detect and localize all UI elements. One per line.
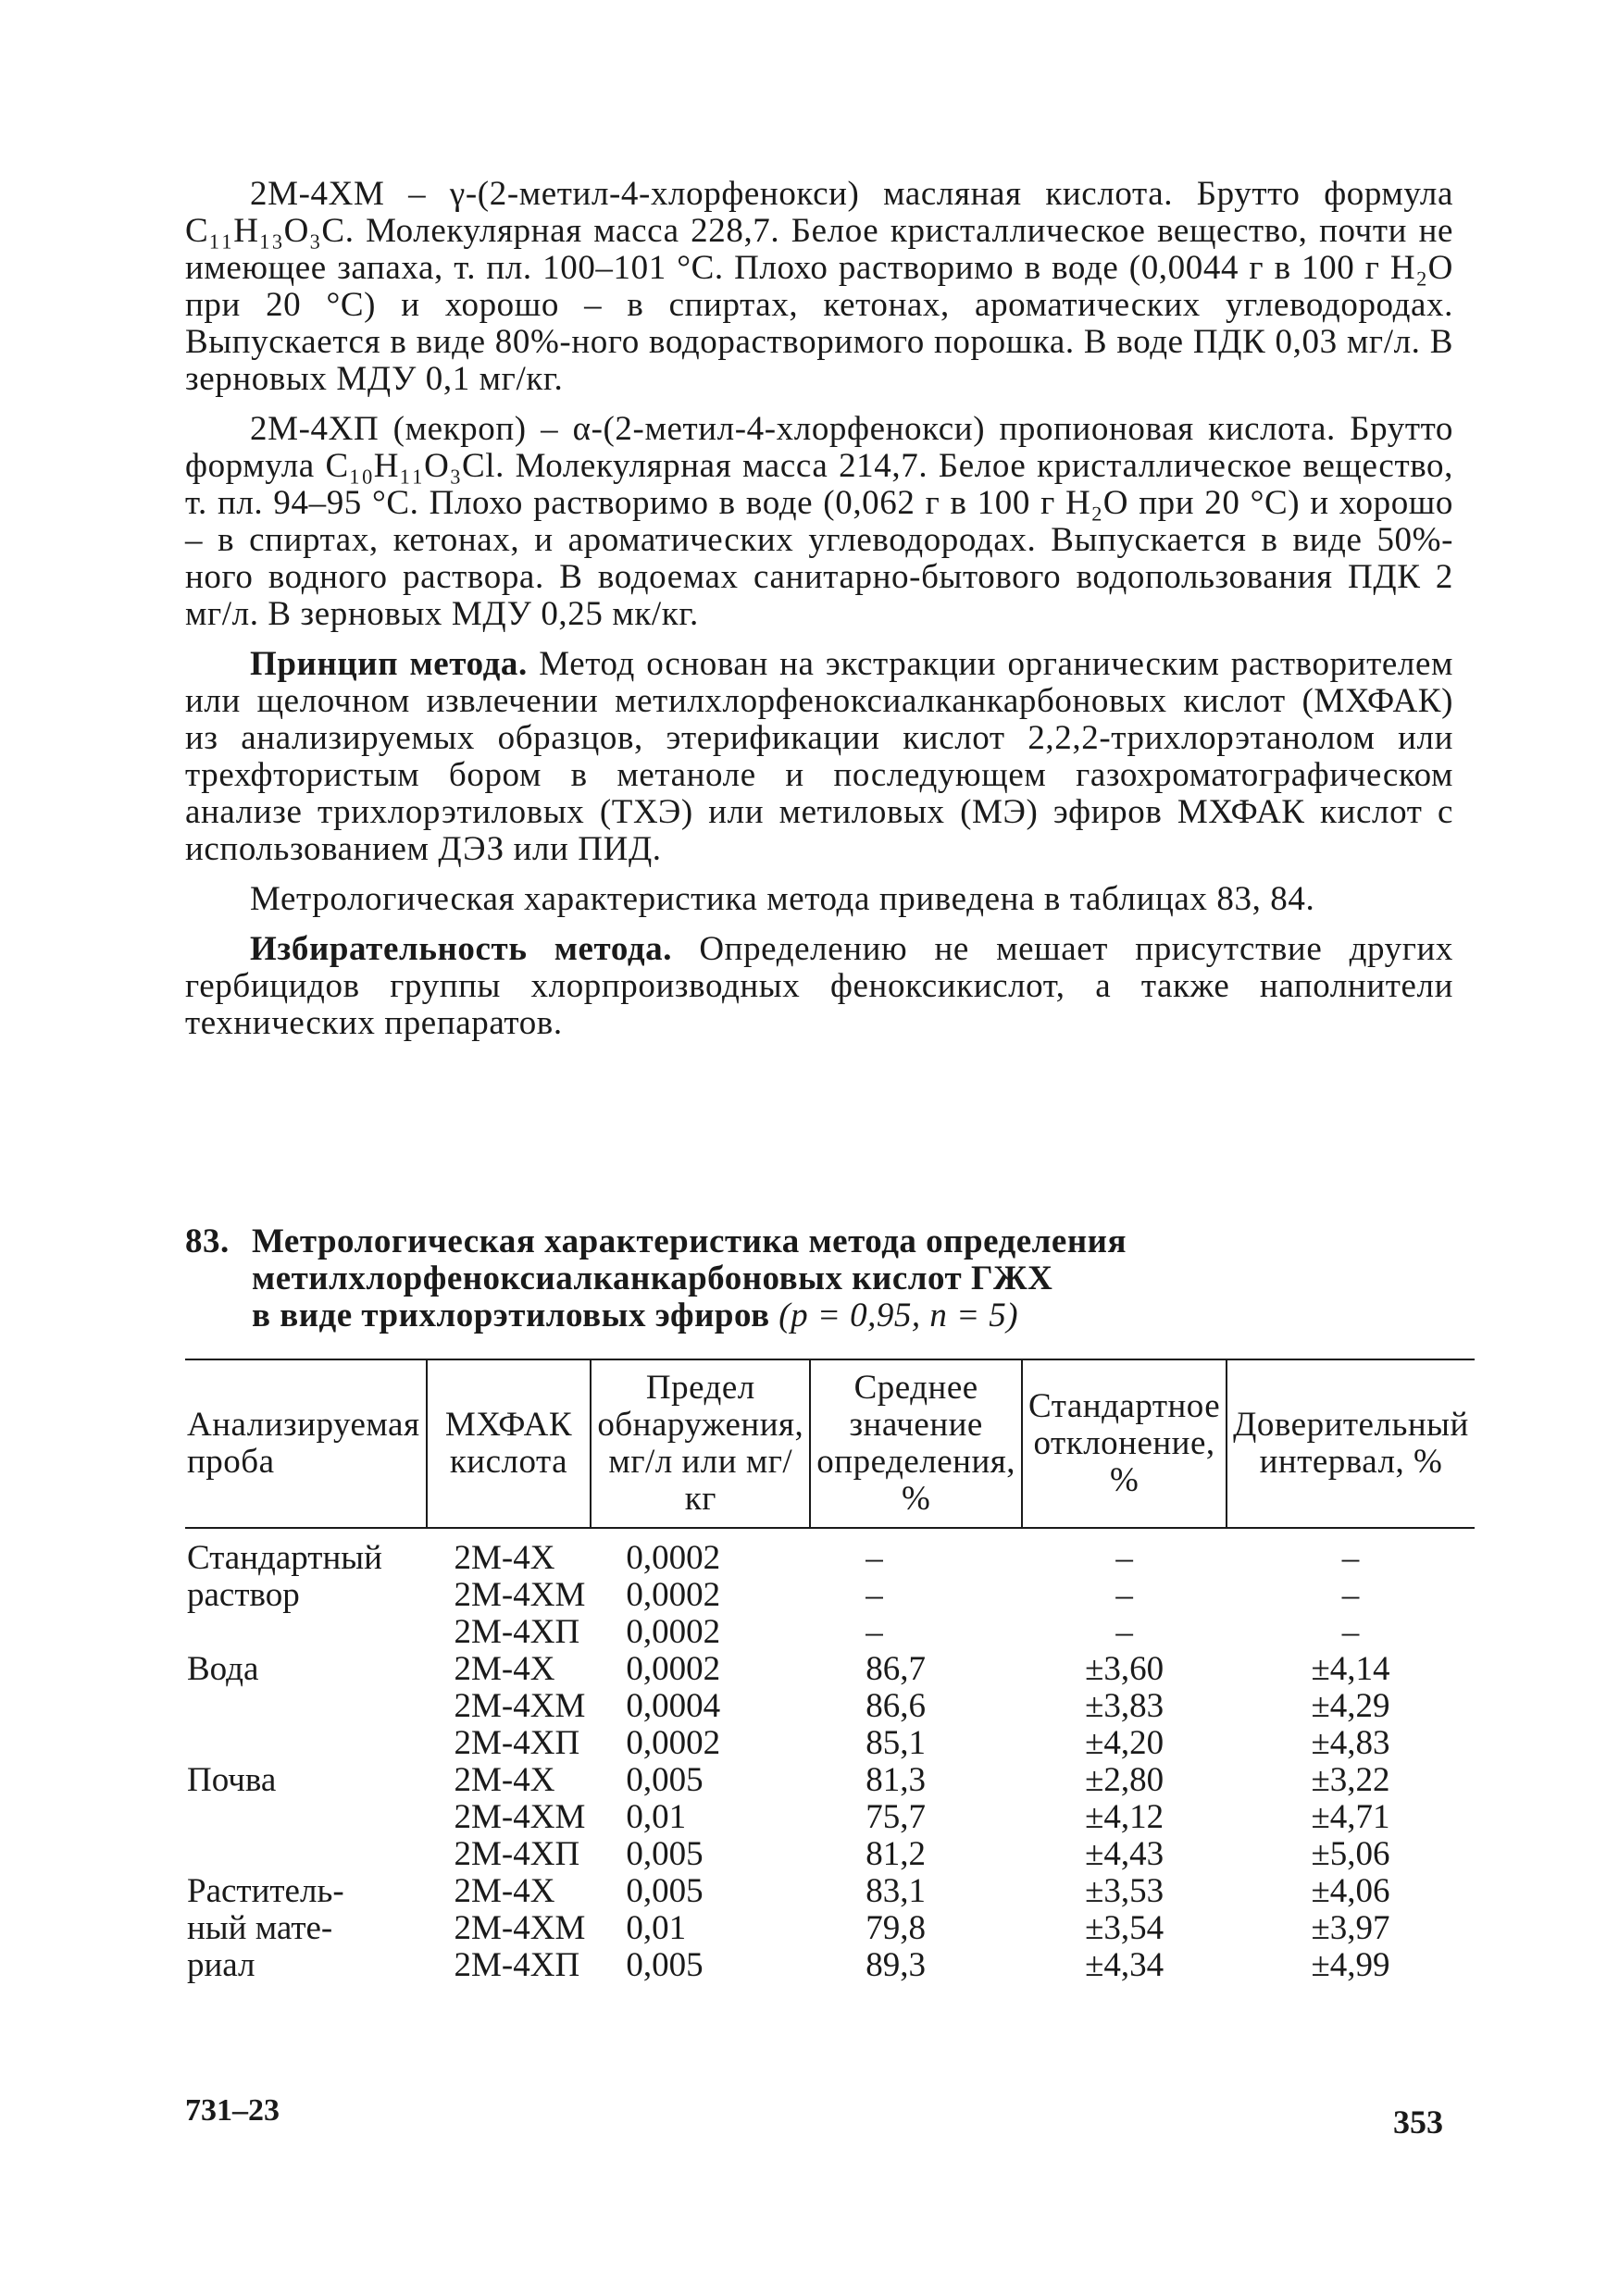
cell-ci: ±3,22 bbox=[1311, 1761, 1390, 1799]
cell-sample: риал bbox=[187, 1946, 255, 1984]
cell-mean: – bbox=[866, 1576, 883, 1614]
table-row bbox=[185, 1614, 1475, 1651]
table-number: 83. bbox=[185, 1222, 230, 1260]
cell-acid: 2М-4Х bbox=[454, 1761, 555, 1799]
cell-mean: – bbox=[866, 1539, 883, 1577]
cell-ci: – bbox=[1341, 1576, 1360, 1614]
signature-code: 731–23 bbox=[185, 2093, 280, 2128]
cell-sample bbox=[185, 1614, 427, 1651]
cell-ci: ±4,06 bbox=[1311, 1872, 1390, 1910]
cell-ci: – bbox=[1341, 1613, 1360, 1651]
cell-acid: 2М-4Х bbox=[454, 1650, 555, 1688]
cell-sample: раствор bbox=[187, 1576, 300, 1614]
metrology-table bbox=[185, 1359, 1475, 1984]
cell-sample: ный мате- bbox=[187, 1909, 333, 1947]
cell-limit: 0,005 bbox=[626, 1946, 704, 1984]
cell-mean: 79,8 bbox=[866, 1909, 927, 1947]
header-sd: Стандартное отклонение, % bbox=[1022, 1359, 1227, 1528]
cell-acid: 2М-4ХП bbox=[454, 1613, 580, 1651]
cell-sd: ±3,83 bbox=[1085, 1687, 1164, 1725]
cell-sd: ±3,54 bbox=[1085, 1909, 1164, 1947]
cell-limit: 0,005 bbox=[626, 1761, 704, 1799]
cell-limit: 0,01 bbox=[626, 1909, 687, 1947]
cell-mean: – bbox=[866, 1613, 883, 1651]
table-body bbox=[185, 1528, 1475, 1984]
cell-acid: 2М-4ХМ bbox=[454, 1576, 586, 1614]
page-number: 353 bbox=[1393, 2104, 1443, 2141]
paragraph-2m4xp: 2М-4ХП (мекроп) – α-(2-метил-4-хлорфенокси) пропионовая кислота. Брутто формула C₁₀H₁₁O₃Cl. Молекулярная масса 214,7. Белое кристаллическое вещество, т. пл. 94–95 °С. Плохо растворимо в воде (0,062 г в 100 г H₂O при 20 °С) и хорошо – в спиртах, кетонах, и ароматических углеводородах. Выпускается в виде 50%-ного водного раствора. В водоемах санитарно-бытового водопользования ПДК 2 мг/л. В зерновых МДУ 0,25 мк/кг. bbox=[185, 410, 1453, 633]
cell-sample: Стандартный bbox=[187, 1539, 382, 1577]
selectivity-text: Определению не мешает присутствие других гербицидов группы хлорпроизводных феноксикислот, а также наполнители технических препаратов. bbox=[185, 930, 1453, 1042]
table-row bbox=[185, 1528, 1475, 1577]
cell-limit: 0,0002 bbox=[626, 1613, 721, 1651]
caption-line-1: Метрологическая характеристика метода определения bbox=[252, 1222, 1127, 1260]
paragraph-2m4xm: 2М-4ХМ – γ-(2-метил-4-хлорфенокси) масляная кислота. Брутто формула C₁₁H₁₃O₃C. Молекулярная масса 228,7. Белое кристаллическое вещество, почти не имеющее запаха, т. пл. 100–101 °С. Плохо растворимо в воде (0,0044 г в 100 г H₂O при 20 °С) и хорошо – в спиртах, кетонах, ароматических углеводородах. Выпускается в виде 80%-ного водорастворимого порошка. В воде ПДК 0,03 мг/л. В зерновых МДУ 0,1 мг/кг. bbox=[185, 175, 1453, 398]
cell-sd: ±3,53 bbox=[1085, 1872, 1164, 1910]
cell-ci: ±4,99 bbox=[1311, 1946, 1390, 1984]
cell-limit: 0,0002 bbox=[626, 1539, 721, 1577]
header-sample: Анализируемая проба bbox=[185, 1359, 427, 1528]
cell-limit: 0,005 bbox=[626, 1835, 704, 1873]
cell-mean: 81,3 bbox=[866, 1761, 927, 1799]
cell-sample: Вода bbox=[187, 1650, 259, 1688]
cell-acid: 2М-4ХП bbox=[454, 1946, 580, 1984]
cell-acid: 2М-4ХП bbox=[454, 1835, 580, 1873]
table-row bbox=[185, 1651, 1475, 1688]
table-row bbox=[185, 1762, 1475, 1799]
cell-ci: ±5,06 bbox=[1311, 1835, 1390, 1873]
cell-sd: ±4,20 bbox=[1085, 1724, 1164, 1762]
table-row bbox=[185, 1910, 1475, 1947]
method-principle-text: Метод основан на экстракции органическим растворителем или щелочном извлечении метилхлорфеноксиалканкарбоновых кислот (МХФАК) из анализируемых образцов, этерификации кислот 2,2,2-трихлорэтанолом или трехфтористым бором в метаноле и последующем газохроматографическом анализе трихлорэтиловых (ТХЭ) или метиловых (МЭ) эфиров МХФАК кислот с использованием ДЭЗ или ПИД. bbox=[185, 645, 1453, 868]
cell-acid: 2М-4ХМ bbox=[454, 1798, 586, 1836]
cell-sample: Раститель- bbox=[187, 1872, 344, 1910]
cell-sd: ±4,12 bbox=[1085, 1798, 1164, 1836]
cell-sample bbox=[185, 1836, 427, 1873]
cell-acid: 2М-4Х bbox=[454, 1872, 555, 1910]
paragraph-selectivity bbox=[185, 931, 1453, 1042]
cell-sd: ±2,80 bbox=[1085, 1761, 1164, 1799]
cell-limit: 0,0002 bbox=[626, 1724, 721, 1762]
cell-mean: 86,7 bbox=[866, 1650, 927, 1688]
cell-ci: ±4,14 bbox=[1311, 1650, 1390, 1688]
paragraph-method-principle bbox=[185, 646, 1453, 868]
body-text bbox=[185, 176, 1453, 1055]
cell-sd: – bbox=[1115, 1539, 1133, 1577]
cell-mean: 83,1 bbox=[866, 1872, 927, 1910]
cell-limit: 0,0002 bbox=[626, 1650, 721, 1688]
cell-sd: ±3,60 bbox=[1085, 1650, 1164, 1688]
cell-sd: – bbox=[1115, 1576, 1133, 1614]
method-principle-heading: Принцип метода. bbox=[250, 645, 528, 683]
cell-ci: ±4,29 bbox=[1311, 1687, 1390, 1725]
cell-acid: 2М-4ХП bbox=[454, 1724, 580, 1762]
cell-sd: – bbox=[1115, 1613, 1133, 1651]
table-row bbox=[185, 1873, 1475, 1910]
cell-sample: Почва bbox=[187, 1761, 277, 1799]
cell-limit: 0,0002 bbox=[626, 1576, 721, 1614]
header-limit: Предел обнаружения, мг/л или мг/кг bbox=[591, 1359, 810, 1528]
cell-ci: ±4,71 bbox=[1311, 1798, 1390, 1836]
cell-sd: ±4,34 bbox=[1085, 1946, 1164, 1984]
selectivity-heading: Избирательность метода. bbox=[250, 930, 673, 968]
table-row bbox=[185, 1688, 1475, 1725]
cell-acid: 2М-4ХМ bbox=[454, 1687, 586, 1725]
header-ci: Доверительный интервал, % bbox=[1227, 1359, 1475, 1528]
header-mean: Среднее значение определения, % bbox=[810, 1359, 1022, 1528]
cell-sample bbox=[185, 1688, 427, 1725]
caption-line-3: в виде трихлорэтиловых эфиров bbox=[252, 1297, 770, 1334]
cell-ci: ±3,97 bbox=[1311, 1909, 1390, 1947]
cell-mean: 89,3 bbox=[866, 1946, 927, 1984]
table-row bbox=[185, 1947, 1475, 1984]
cell-limit: 0,0004 bbox=[626, 1687, 721, 1725]
cell-acid: 2М-4Х bbox=[454, 1539, 555, 1577]
cell-sample bbox=[185, 1725, 427, 1762]
header-acid: МХФАК кислота bbox=[427, 1359, 592, 1528]
cell-mean: 81,2 bbox=[866, 1835, 927, 1873]
table-header-row bbox=[185, 1359, 1475, 1528]
cell-acid: 2М-4ХМ bbox=[454, 1909, 586, 1947]
paragraph-metrology: Метрологическая характеристика метода приведена в таблицах 83, 84. bbox=[250, 880, 1315, 918]
caption-params: (p = 0,95, n = 5) bbox=[778, 1297, 1019, 1334]
table-row bbox=[185, 1577, 1475, 1614]
cell-sd: ±4,43 bbox=[1085, 1835, 1164, 1873]
cell-mean: 86,6 bbox=[866, 1687, 927, 1725]
table-row bbox=[185, 1836, 1475, 1873]
cell-ci: – bbox=[1341, 1539, 1360, 1577]
table-row bbox=[185, 1725, 1475, 1762]
table-caption bbox=[185, 1223, 1203, 1334]
cell-ci: ±4,83 bbox=[1311, 1724, 1390, 1762]
cell-limit: 0,005 bbox=[626, 1872, 704, 1910]
cell-mean: 75,7 bbox=[866, 1798, 927, 1836]
table-row bbox=[185, 1799, 1475, 1836]
cell-mean: 85,1 bbox=[866, 1724, 927, 1762]
caption-line-2: метилхлорфеноксиалканкарбоновых кислот ГЖХ bbox=[252, 1260, 1053, 1297]
cell-sample bbox=[185, 1799, 427, 1836]
cell-limit: 0,01 bbox=[626, 1798, 687, 1836]
